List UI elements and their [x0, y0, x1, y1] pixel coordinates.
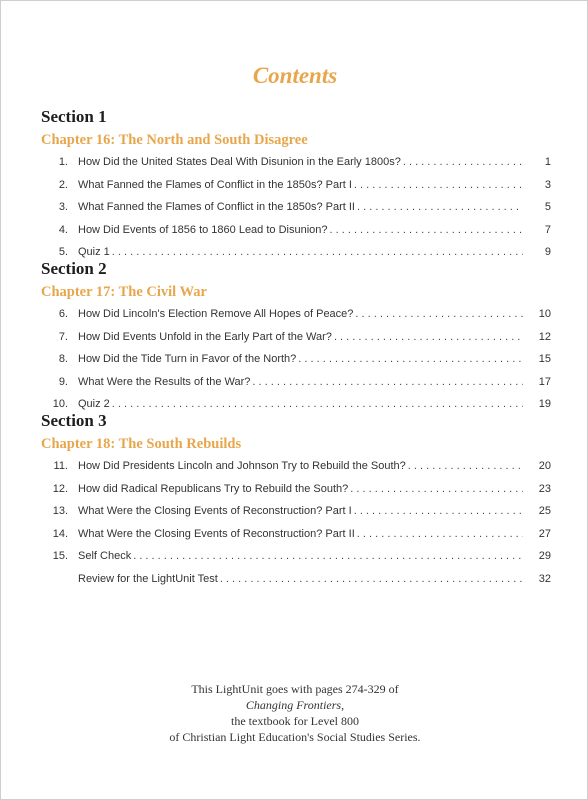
entry-title: How Did Lincoln's Election Remove All Hopes of Peace?	[78, 308, 354, 320]
entry-number: 1.	[58, 156, 68, 168]
entry-title: What Fanned the Flames of Conflict in the 1850s? Part II	[78, 201, 355, 213]
chapter-heading: Chapter 17: The Civil War	[41, 284, 207, 300]
entry-number: 10.	[52, 398, 68, 410]
toc-entry[interactable]	[41, 523, 551, 546]
entry-page: 15	[538, 353, 551, 365]
entry-number: 15.	[52, 550, 68, 562]
entry-title: What Were the Closing Events of Reconstruction? Part I	[78, 505, 352, 517]
toc-entry[interactable]	[41, 196, 551, 219]
dot-leader	[332, 326, 523, 349]
entry-page: 19	[538, 398, 551, 410]
section-1	[41, 107, 551, 264]
page-title: Contents	[252, 63, 338, 88]
entry-title: Quiz 1	[78, 246, 110, 258]
entry-number: 2.	[58, 178, 68, 191]
toc-entry[interactable]	[41, 151, 551, 174]
toc-list	[41, 151, 551, 264]
toc-list	[41, 303, 551, 416]
entry-title: What Were the Closing Events of Reconstruction? Part II	[78, 527, 355, 540]
entry-number: 11.	[53, 460, 68, 472]
dot-leader	[353, 303, 523, 326]
entry-page: 10	[538, 308, 551, 320]
footer-line: of Christian Light Education's Social Studies Series.	[169, 730, 421, 744]
entry-page: 12	[538, 330, 551, 343]
entry-number: 4.	[58, 223, 68, 236]
chapter-heading: Chapter 16: The North and South Disagree	[41, 132, 308, 148]
dot-leader	[250, 371, 523, 394]
section-heading: Section 2	[41, 259, 107, 278]
entry-number: 12.	[52, 482, 68, 495]
entry-page: 27	[538, 527, 551, 540]
entry-page: 23	[538, 482, 551, 495]
entry-title: How Did Events Unfold in the Early Part of the War?	[78, 330, 332, 343]
entry-page: 1	[544, 156, 551, 168]
entry-page: 5	[544, 201, 551, 213]
section-heading: Section 1	[41, 107, 107, 126]
entry-title: How Did Presidents Lincoln and Johnson Try to Rebuild the South?	[78, 460, 406, 472]
chapter-heading: Chapter 18: The South Rebuilds	[41, 436, 242, 452]
entry-number: 5.	[58, 246, 68, 258]
toc-entry[interactable]	[41, 348, 551, 371]
section-2	[41, 259, 551, 416]
entry-page: 3	[544, 178, 551, 191]
dot-leader	[328, 219, 524, 242]
entry-title: What Were the Results of the War?	[78, 375, 251, 388]
entry-number: 7.	[58, 330, 68, 343]
toc-entry[interactable]	[41, 219, 551, 242]
footer-note	[1, 681, 588, 745]
toc-entry[interactable]	[41, 500, 551, 523]
dot-leader	[406, 455, 523, 478]
dot-leader	[352, 500, 523, 523]
toc-entry[interactable]	[41, 303, 551, 326]
entry-title: What Fanned the Flames of Conflict in the 1850s? Part I	[78, 178, 352, 191]
toc-entry[interactable]	[41, 326, 551, 349]
toc-entry[interactable]	[41, 568, 551, 591]
footer-line: This LightUnit goes with pages 274-329 of	[191, 682, 399, 696]
entry-page: 25	[538, 505, 551, 517]
entry-number: 8.	[58, 353, 68, 365]
dot-leader	[401, 151, 523, 174]
entry-page: 20	[538, 460, 551, 472]
toc-entry[interactable]	[41, 371, 551, 394]
entry-page: 7	[544, 223, 551, 236]
entry-page: 32	[538, 572, 551, 585]
entry-title: Self Check	[78, 550, 132, 562]
entry-number: 6.	[58, 308, 68, 320]
entry-number: 3.	[58, 201, 68, 213]
dot-leader	[131, 545, 523, 568]
toc-entry[interactable]	[41, 478, 551, 501]
entry-page: 9	[544, 246, 551, 258]
dot-leader	[218, 568, 523, 591]
toc-list	[41, 455, 551, 590]
dot-leader	[352, 174, 523, 197]
section-3	[41, 411, 551, 590]
toc-entry[interactable]	[41, 545, 551, 568]
entry-title: Quiz 2	[78, 398, 110, 410]
entry-page: 17	[538, 375, 551, 388]
dot-leader	[348, 478, 523, 501]
entry-title: How Did the Tide Turn in Favor of the North?	[78, 353, 297, 365]
dot-leader	[355, 523, 523, 546]
entry-page: 29	[538, 550, 551, 562]
entry-title: How Did the United States Deal With Disunion in the Early 1800s?	[78, 156, 401, 168]
textbook-title: Changing Frontiers,	[245, 698, 345, 712]
toc-entry[interactable]	[41, 455, 551, 478]
entry-title: How Did Events of 1856 to 1860 Lead to Disunion?	[78, 223, 328, 236]
entry-title: Review for the LightUnit Test	[78, 572, 218, 585]
dot-leader	[355, 196, 523, 219]
entry-title: How did Radical Republicans Try to Rebuild the South?	[78, 482, 349, 495]
entry-number: 9.	[58, 375, 68, 388]
section-heading: Section 3	[41, 411, 107, 430]
footer-line: the textbook for Level 800	[231, 714, 359, 728]
toc-entry[interactable]	[41, 174, 551, 197]
entry-number: 14.	[52, 527, 68, 540]
dot-leader	[296, 348, 523, 371]
entry-number: 13.	[52, 505, 68, 517]
